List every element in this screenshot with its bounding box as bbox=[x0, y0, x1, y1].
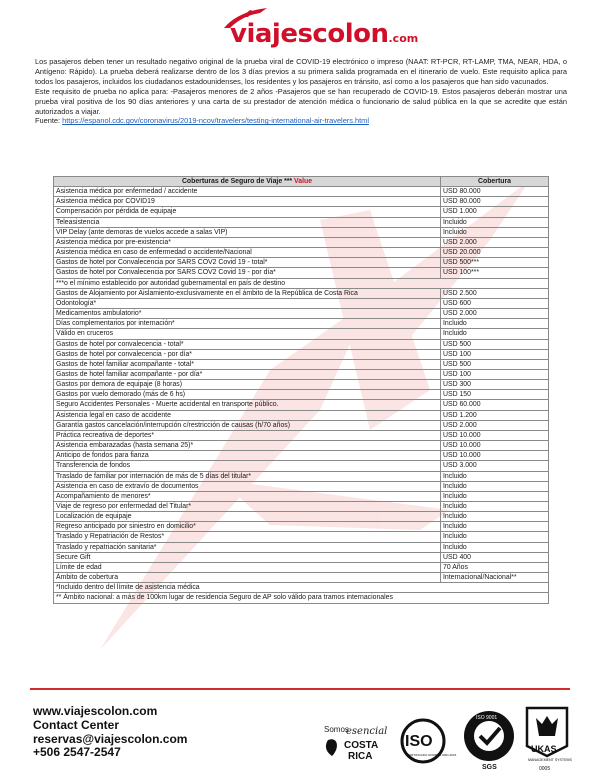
coverage-cell: Gastos de hotel familiar acompañante - por día* bbox=[54, 369, 441, 379]
coverage-value-cell: USD 2.000 bbox=[441, 420, 549, 430]
table-row bbox=[54, 461, 549, 471]
coverage-value-cell: USD 20.000 bbox=[441, 248, 549, 258]
website-link[interactable]: www.viajescolon.com bbox=[33, 704, 158, 718]
table-row bbox=[54, 349, 549, 359]
svg-text:ISO: ISO bbox=[405, 733, 433, 750]
table-row bbox=[54, 187, 549, 197]
coverage-cell: Asistencia médica en caso de enfermedad o accidente/Nacional bbox=[54, 248, 441, 258]
table-row bbox=[54, 573, 549, 583]
table-row bbox=[54, 512, 549, 522]
coverage-cell: Acompañamiento de menores* bbox=[54, 491, 441, 501]
svg-text:ISO 9001: ISO 9001 bbox=[476, 715, 498, 721]
coverage-value-cell: Incluido bbox=[441, 542, 549, 552]
table-row bbox=[54, 268, 549, 278]
intro-paragraph-2: Este requisito de prueba no aplica para: -Pasajeros menores de 2 años -Pasajeros que se han recuperado de COVID-19. Estos pasajeros deberán mostrar una prueba viral positiva de los 90 días anteriores y una carta de su prestador de atención médica o funcionario de salud pública en la que se acredite que están autorizados a viajar. bbox=[35, 86, 567, 116]
coverage-value-cell: USD 400 bbox=[441, 552, 549, 562]
coverage-cell: Transferencia de fondos bbox=[54, 461, 441, 471]
coverage-value-cell: USD 80.000 bbox=[441, 197, 549, 207]
phone-number[interactable]: +506 2547-2547 bbox=[33, 745, 121, 760]
table-row bbox=[54, 369, 549, 379]
svg-text:0005: 0005 bbox=[539, 766, 551, 772]
table-row bbox=[54, 237, 549, 247]
coverage-value-cell: Incluido bbox=[441, 329, 549, 339]
coverage-cell: Gastos de hotel por Convalecencia por SARS COV2 Covid 19 - total* bbox=[54, 258, 441, 268]
coverage-cell: Traslado de familiar por internación de más de 5 días del titular* bbox=[54, 471, 441, 481]
table-row bbox=[54, 491, 549, 501]
table-row bbox=[54, 502, 549, 512]
coverage-cell: ** Ámbito nacional: a más de 100km lugar de residencia Seguro de AP solo válido para tramos internacionales bbox=[54, 593, 549, 603]
table-row bbox=[54, 288, 549, 298]
coverage-value-cell: Incluido bbox=[441, 532, 549, 542]
table-row bbox=[54, 248, 549, 258]
coverage-cell: Asistencia médica por COVID19 bbox=[54, 197, 441, 207]
coverage-value-cell: USD 500 bbox=[441, 339, 549, 349]
table-row bbox=[54, 430, 549, 440]
table-header-row bbox=[54, 177, 549, 187]
coverage-cell: Anticipo de fondos para fianza bbox=[54, 451, 441, 461]
intro-paragraph-1: Los pasajeros deben tener un resultado negativo original de la prueba viral de COVID-19 electrónico o impreso (NAAT: RT-PCR, RT-LAMP, TMA, NEAR, HDA, o Antígeno: Rápido). La prueba deberá realizarse dentro de los 3 días previos a su primera salida programada en el itinerario de vuelo. Este requisito aplica para todos los pasajeros, incluidos los ciudadanos estadounidenses, los residentes y los pasajeros en tránsito, así como a los pasajeros que han sido vacunados. bbox=[35, 57, 567, 86]
coverage-cell: Localización de equipaje bbox=[54, 512, 441, 522]
coverage-cell: Gastos de hotel por convalecencia - total* bbox=[54, 339, 441, 349]
table-row bbox=[54, 542, 549, 552]
coverage-value-cell: Incluido bbox=[441, 227, 549, 237]
coverage-cell: Asistencia embarazadas (hasta semana 25)* bbox=[54, 441, 441, 451]
svg-text:Somos: Somos bbox=[324, 725, 349, 734]
coverage-value-cell: USD 300 bbox=[441, 380, 549, 390]
coverage-value-cell: USD 10.000 bbox=[441, 430, 549, 440]
table-row bbox=[54, 451, 549, 461]
coverage-cell: Ámbito de cobertura bbox=[54, 573, 441, 583]
coverage-value-cell: USD 3.000 bbox=[441, 461, 549, 471]
table-row bbox=[54, 217, 549, 227]
source-link[interactable]: https://espanol.cdc.gov/coronavirus/2019-ncov/travelers/testing-international-air-travelers.html bbox=[62, 116, 369, 126]
svg-text:RICA: RICA bbox=[348, 751, 373, 762]
coverage-header: Coberturas de Seguro de Viaje *** Value bbox=[54, 177, 441, 187]
table-row bbox=[54, 359, 549, 369]
svg-text:MANAGEMENT SYSTEMS: MANAGEMENT SYSTEMS bbox=[528, 758, 572, 762]
coverage-value-cell: USD 10.000 bbox=[441, 441, 549, 451]
table-row bbox=[54, 227, 549, 237]
table-row bbox=[54, 552, 549, 562]
footer-divider bbox=[30, 688, 570, 690]
coverage-cell: Asistencia médica por pre-existencia* bbox=[54, 237, 441, 247]
coverage-value-cell: Incluido bbox=[441, 512, 549, 522]
coverage-cell: Asistencia legal en caso de accidente bbox=[54, 410, 441, 420]
table-row bbox=[54, 441, 549, 451]
coverage-cell: Gastos de hotel familiar acompañante - total* bbox=[54, 359, 441, 369]
svg-text:COSTA: COSTA bbox=[344, 740, 379, 751]
coverage-value-cell: USD 2.000 bbox=[441, 237, 549, 247]
coverage-value-cell: USD 10.000 bbox=[441, 451, 549, 461]
coverage-cell: *Incluido dentro del límite de asistencia médica bbox=[54, 583, 549, 593]
svg-text:esencial: esencial bbox=[346, 726, 388, 737]
sgs-iso9001-logo bbox=[460, 709, 518, 771]
brand-wordmark: viajescolon.com bbox=[230, 19, 419, 49]
svg-text:SGS: SGS bbox=[482, 764, 497, 771]
contact-block bbox=[33, 705, 187, 760]
coverage-cell: Días complementarios por internación* bbox=[54, 319, 441, 329]
source-line: Fuente: https://espanol.cdc.gov/coronavirus/2019-ncov/travelers/testing-international-air-travelers.html bbox=[35, 116, 369, 126]
table-row bbox=[54, 471, 549, 481]
table-row bbox=[54, 522, 549, 532]
table-row bbox=[54, 319, 549, 329]
coverage-value-cell: Incluido bbox=[441, 471, 549, 481]
coverage-cell: Regreso anticipado por siniestro en domicilio* bbox=[54, 522, 441, 532]
table-row bbox=[54, 481, 549, 491]
coverage-table bbox=[53, 176, 549, 604]
coverage-cell: Asistencia médica por enfermedad / accidente bbox=[54, 187, 441, 197]
table-row bbox=[54, 593, 549, 603]
svg-text:UKAS: UKAS bbox=[531, 744, 557, 754]
coverage-value-cell: USD 500*** bbox=[441, 258, 549, 268]
table-row bbox=[54, 562, 549, 572]
table-row bbox=[54, 197, 549, 207]
coverage-value-cell: USD 1.000 bbox=[441, 207, 549, 217]
table-row bbox=[54, 298, 549, 308]
table-row bbox=[54, 207, 549, 217]
coverage-value-cell: USD 600 bbox=[441, 298, 549, 308]
coverage-value-cell: Incluido bbox=[441, 491, 549, 501]
table-row bbox=[54, 400, 549, 410]
ukas-management-systems-logo bbox=[522, 706, 572, 772]
brand-logo bbox=[222, 14, 419, 52]
coverage-cell: Garantía gastos cancelación/interrupción c/restricción de causas (h/70 años) bbox=[54, 420, 441, 430]
coverage-value-cell: USD 150 bbox=[441, 390, 549, 400]
covid-requirements bbox=[35, 57, 567, 126]
somos-esencial-costa-rica-logo bbox=[318, 718, 394, 768]
coverage-value-cell: USD 1.200 bbox=[441, 410, 549, 420]
coverage-value-cell: Incluido bbox=[441, 502, 549, 512]
table-row bbox=[54, 532, 549, 542]
table-row bbox=[54, 329, 549, 339]
table-row bbox=[54, 339, 549, 349]
coverage-cell: Traslado y Repatriación de Restos* bbox=[54, 532, 441, 542]
coverage-cell: Gastos de hotel por Convalecencia por SARS COV2 Covid 19 - por día* bbox=[54, 268, 441, 278]
table-row bbox=[54, 309, 549, 319]
coverage-value-cell: USD 2.500 bbox=[441, 288, 549, 298]
coverage-value-cell: USD 100 bbox=[441, 369, 549, 379]
coverage-value-cell: Internacional/Nacional** bbox=[441, 573, 549, 583]
coverage-value-cell: USD 60.000 bbox=[441, 400, 549, 410]
coverage-cell: Teleasistencia bbox=[54, 217, 441, 227]
table-row bbox=[54, 583, 549, 593]
table-row bbox=[54, 420, 549, 430]
coverage-cell: Compensación por pérdida de equipaje bbox=[54, 207, 441, 217]
coverage-cell: Práctica recreativa de deportes* bbox=[54, 430, 441, 440]
table-row bbox=[54, 258, 549, 268]
coverage-cell: Válido en cruceros bbox=[54, 329, 441, 339]
coverage-value-cell: USD 500 bbox=[441, 359, 549, 369]
svg-text:CERTIFICADO NORMAS 9001:2015: CERTIFICADO NORMAS 9001:2015 bbox=[407, 753, 457, 757]
coverage-cell: ***o el mínimo establecido por autoridad gubernamental en país de destino bbox=[54, 278, 549, 288]
coverage-cell: Medicamentos ambulatorio* bbox=[54, 309, 441, 319]
coverage-cell: Gastos de Alojamiento por Aislamiento-exclusivamente en el ámbito de la República de Costa Rica bbox=[54, 288, 441, 298]
coverage-cell: Traslado y repatriación sanitaria* bbox=[54, 542, 441, 552]
coverage-value-cell: USD 2.000 bbox=[441, 309, 549, 319]
coverage-cell: Límite de edad bbox=[54, 562, 441, 572]
coverage-value-cell: Incluido bbox=[441, 319, 549, 329]
coverage-value-cell: 70 Años bbox=[441, 562, 549, 572]
coverage-value-cell: Incluido bbox=[441, 481, 549, 491]
contact-center-label: Contact Center bbox=[33, 717, 120, 732]
coverage-value-cell: USD 80.000 bbox=[441, 187, 549, 197]
coverage-value-cell: USD 100*** bbox=[441, 268, 549, 278]
table-row bbox=[54, 278, 549, 288]
coverage-cell: Odontología* bbox=[54, 298, 441, 308]
coverage-cell: Gastos por vuelo demorado (más de 6 hs) bbox=[54, 390, 441, 400]
coverage-value-cell: Incluido bbox=[441, 522, 549, 532]
table-row bbox=[54, 380, 549, 390]
coverage-cell: Gastos de hotel por convalecencia - por día* bbox=[54, 349, 441, 359]
coverage-value-cell: Incluido bbox=[441, 217, 549, 227]
coverage-cell: Secure Gift bbox=[54, 552, 441, 562]
iso-certificate-logo bbox=[399, 716, 457, 766]
coverage-cell: Gastos por demora de equipaje (8 horas) bbox=[54, 380, 441, 390]
table-row bbox=[54, 410, 549, 420]
coverage-cell: Viaje de regreso por enfermedad del Titular* bbox=[54, 502, 441, 512]
coverage-cell: Asistencia en caso de extravío de documentos bbox=[54, 481, 441, 491]
value-header: Cobertura bbox=[441, 177, 549, 187]
coverage-cell: VIP Delay (ante demoras de vuelos accede a salas VIP) bbox=[54, 227, 441, 237]
email-link[interactable]: reservas@viajescolon.com bbox=[33, 731, 188, 746]
coverage-value-cell: USD 100 bbox=[441, 349, 549, 359]
coverage-cell: Seguro Accidentes Personales - Muerte accidental en transporte público. bbox=[54, 400, 441, 410]
table-row bbox=[54, 390, 549, 400]
